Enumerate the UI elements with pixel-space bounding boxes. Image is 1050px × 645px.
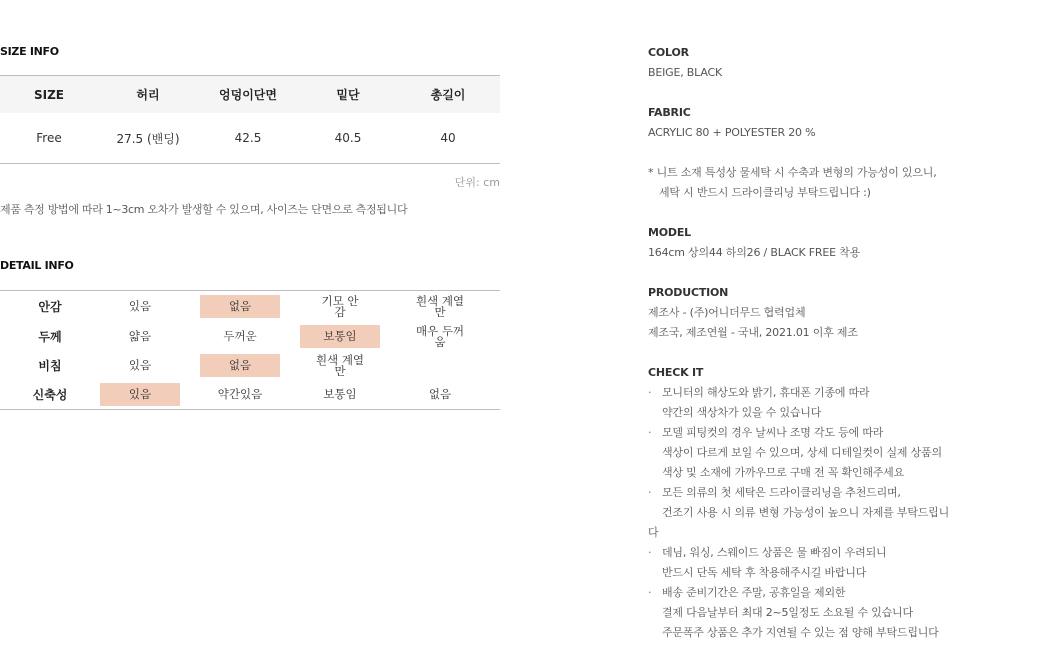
production-section: [648, 283, 1048, 343]
color-section: [648, 43, 1048, 83]
detail-option-text: 있음: [128, 358, 152, 372]
model-section: [648, 223, 1048, 263]
size-table-header: [0, 76, 500, 113]
detail-option: [100, 295, 180, 318]
detail-option-selected: [300, 325, 380, 348]
detail-info-title: DETAIL INFO: [0, 259, 74, 272]
detail-option-text: 없음: [228, 299, 252, 313]
detail-option: [400, 325, 480, 348]
fabric-section: [648, 103, 1048, 143]
check-it-line: 건조기 사용 시 의류 변형 가능성이 높으니 자제를 부탁드립니: [662, 506, 950, 519]
detail-option-text: 약간있음: [217, 387, 263, 401]
check-it-bullet-item: · 배송 준비기간은 주말, 공휴일을 제외한: [648, 583, 1048, 603]
detail-option-text: 있음: [128, 299, 152, 313]
detail-option: [300, 295, 380, 318]
detail-option-text: 매우 두꺼 움: [415, 323, 465, 349]
detail-row: [0, 322, 500, 351]
color-value: BEIGE, BLACK: [648, 66, 722, 79]
detail-option-text: 얇음: [128, 329, 152, 343]
detail-option: [100, 354, 180, 377]
detail-option-text: 흰색 계열 만: [415, 293, 465, 319]
check-it-line: 반드시 단독 세탁 후 착용해주시길 바랍니다: [662, 566, 867, 579]
detail-option-text: 있음: [128, 387, 152, 401]
check-it-bullet-item: · 모든 의류의 첫 세탁은 드라이클리닝을 추천드리며,: [648, 483, 1048, 503]
detail-option-selected: [200, 295, 280, 318]
check-it-line: 색상이 다르게 보일 수 있으며, 상세 디테일컷이 실제 상품의: [662, 446, 942, 459]
detail-option-selected: [100, 383, 180, 406]
detail-row-label: 비침: [38, 359, 62, 373]
size-info-title: SIZE INFO: [0, 45, 59, 58]
size-header-cell: 허리: [136, 88, 160, 102]
check-it-line: 결제 다음날부터 최대 2~5일정도 소요될 수 있습니다: [662, 606, 913, 619]
detail-row-label: 안감: [38, 300, 62, 314]
size-cell: 27.5 (밴딩): [116, 131, 180, 146]
measurement-note: 제품 측정 방법에 따라 1~3cm 오차가 발생할 수 있으며, 사이즈는 단면으로 측정됩니다: [0, 203, 408, 216]
fabric-value: ACRYLIC 80 + POLYESTER 20 %: [648, 126, 816, 139]
detail-option-selected: [200, 354, 280, 377]
detail-row: [0, 351, 500, 380]
check-it-line: 약간의 색상차가 있을 수 있습니다: [662, 406, 822, 419]
detail-row: [0, 291, 500, 322]
size-cell: 40: [440, 131, 456, 145]
detail-option-text: 없음: [428, 387, 452, 401]
unit-label: 단위: cm: [454, 176, 500, 189]
check-it-list: [648, 383, 1048, 643]
size-cell: 42.5: [234, 131, 262, 145]
model-title: MODEL: [648, 226, 691, 239]
production-title: PRODUCTION: [648, 286, 729, 299]
care-note-section: [648, 163, 1048, 203]
detail-table: [0, 290, 500, 410]
check-it-line: 색상 및 소재에 가까우므로 구매 전 꼭 확인해주세요: [662, 466, 905, 479]
detail-option: [400, 383, 480, 406]
detail-row-label: 두께: [38, 330, 62, 344]
detail-option: [400, 354, 480, 377]
check-it-bullet-item: · 모델 피팅컷의 경우 날씨나 조명 각도 등에 따라: [648, 423, 1048, 443]
detail-option: [200, 325, 280, 348]
size-header-cell: 밑단: [336, 88, 360, 102]
size-header-cell: 엉덩이단면: [219, 88, 277, 102]
detail-option: [300, 354, 380, 377]
detail-option-text: 기모 안 감: [321, 293, 359, 319]
model-value: 164cm 상의44 하의26 / BLACK FREE 착용: [648, 246, 861, 259]
detail-option: [300, 383, 380, 406]
check-it-section: [648, 363, 1048, 643]
detail-option-text: 없음: [228, 358, 252, 372]
detail-option-text: 흰색 계열 만: [315, 352, 365, 378]
production-line: 제조국, 제조연월 - 국내, 2021.01 이후 제조: [648, 326, 858, 339]
check-it-bullet-item: · 모니터의 해상도와 밝기, 휴대폰 기종에 따라: [648, 383, 1048, 403]
detail-option-text: 보통임: [323, 387, 357, 401]
check-it-title: CHECK IT: [648, 366, 704, 379]
size-header-cell: SIZE: [33, 87, 64, 102]
check-it-bullet-item: · 데님, 워싱, 스웨이드 상품은 물 빠짐이 우려되니: [648, 543, 1048, 563]
size-header-cell: 총길이: [430, 88, 466, 102]
color-title: COLOR: [648, 46, 689, 59]
care-note-line: * 니트 소재 특성상 물세탁 시 수축과 변형의 가능성이 있으니,: [648, 166, 937, 179]
production-line: 제조사 - (주)어니더무드 협력업체: [648, 306, 806, 319]
detail-option: [200, 383, 280, 406]
detail-option: [400, 295, 480, 318]
detail-option-text: 두꺼운: [223, 329, 257, 343]
detail-option-text: 보통임: [323, 329, 357, 343]
size-table-row: [0, 113, 500, 163]
care-note-line: 세탁 시 반드시 드라이클리닝 부탁드립니다 :): [659, 186, 871, 199]
fabric-title: FABRIC: [648, 106, 691, 119]
size-cell: Free: [36, 131, 62, 145]
detail-option: [100, 325, 180, 348]
detail-row: [0, 380, 500, 409]
detail-row-label: 신축성: [32, 388, 68, 402]
check-it-line: 주문폭주 상품은 추가 지연될 수 있는 점 양해 부탁드립니다: [662, 626, 939, 639]
size-table: [0, 75, 500, 164]
check-it-line: 다: [648, 526, 659, 539]
size-cell: 40.5: [334, 131, 362, 145]
